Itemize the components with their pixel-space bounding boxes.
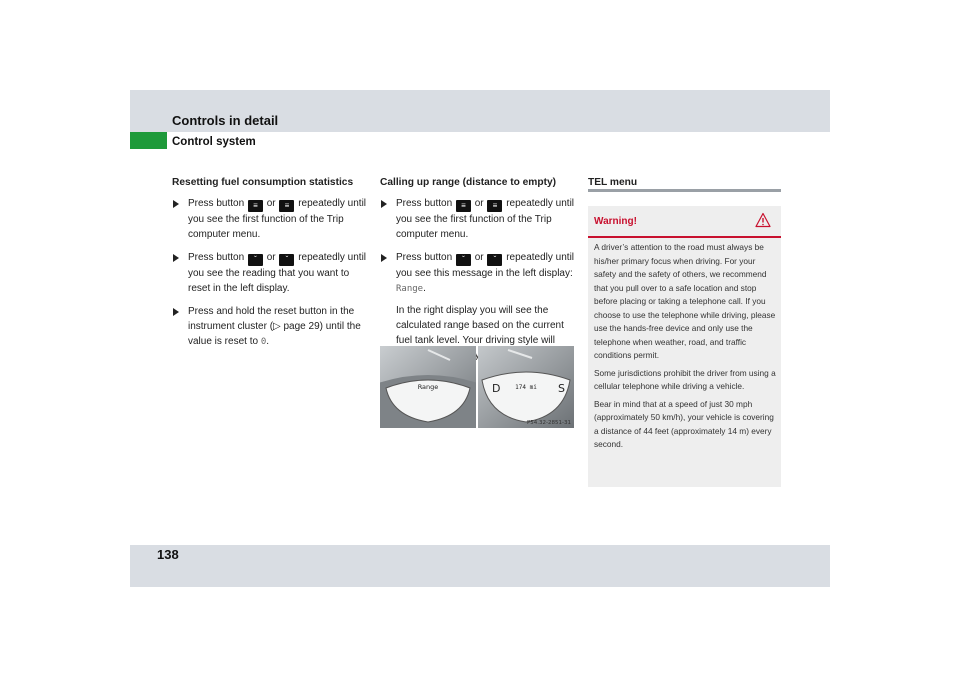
heading-range: Calling up range (distance to empty) — [380, 177, 557, 188]
bullet-triangle-icon — [381, 254, 387, 262]
column-reset-statistics — [172, 175, 368, 358]
chapter-title: Controls in detail — [172, 113, 279, 128]
right-display-image — [478, 346, 574, 428]
left-display-label: Range — [417, 383, 439, 391]
bullet-triangle-icon — [173, 200, 179, 208]
heading-reset-statistics: Resetting fuel consumption statistics — [172, 177, 354, 188]
step-text: or — [266, 198, 276, 209]
heading-tel-menu: TEL menu — [588, 177, 638, 188]
image-caption: P54.32-2851-31 — [526, 420, 571, 426]
step-1 — [380, 196, 576, 242]
menu-button-icon: ≡ — [487, 200, 502, 212]
range-value: 174 mi — [515, 384, 537, 391]
range-explanation: In the right display you will see the calculated range based on the current fuel tank level. Your driving style will — [396, 305, 564, 346]
step-text: repeatedly until you see the first function of the Trip computer menu. — [396, 198, 575, 240]
step-text: Press button — [396, 252, 453, 263]
warning-text — [594, 241, 777, 456]
gear-d-indicator: D — [492, 382, 501, 395]
step-text: repeatedly until you see the reading that you want to reset in the left display. — [188, 252, 367, 294]
menu-button-icon: ≡ — [279, 200, 294, 212]
bullet-triangle-icon — [173, 254, 179, 262]
warning-rule — [588, 236, 781, 238]
step-text: or — [266, 252, 276, 263]
step-text: repeatedly until you see the first function of the Trip computer menu. — [188, 198, 367, 240]
left-display-image — [380, 346, 476, 428]
scroll-down-button-icon: ˇ — [248, 254, 263, 266]
heading-rule — [588, 189, 781, 192]
gear-s-indicator: S — [558, 382, 565, 395]
step-text: or — [474, 198, 484, 209]
warning-paragraph: Bear in mind that at a speed of just 30 mph (approximately 50 km/h), your vehicle is covering a distance of 44 feet (approximately 14 m) every second. — [594, 398, 774, 449]
step-3 — [172, 304, 368, 350]
bullet-triangle-icon — [173, 308, 179, 316]
step-text: repeatedly until you see this message in the left display: — [396, 252, 575, 279]
scroll-down-button-icon: ˇ — [456, 254, 471, 266]
scroll-up-button-icon: ˇ — [279, 254, 294, 266]
step-text: . — [423, 283, 426, 294]
menu-button-icon: ≡ — [248, 200, 263, 212]
column-tel-menu — [588, 175, 781, 196]
step-text: Press button — [396, 198, 453, 209]
warning-paragraph: A driver’s attention to the road must always be his/her primary focus when driving. For your safety and the safety of others, we recommend that you pull over to a safe location and stop before placing or taking a telephone call. If you choose to use the telephone while driving, please use the hands-free device and only use the telephone when weather, road, and traffic conditions permit. — [594, 242, 776, 360]
step-text: Press button — [188, 198, 245, 209]
menu-button-icon: ≡ — [456, 200, 471, 212]
display-value: Range — [396, 284, 424, 294]
step-text: Press button — [188, 252, 245, 263]
section-tab-marker — [130, 132, 167, 149]
step-2 — [172, 250, 368, 296]
warning-box — [588, 206, 781, 487]
page-number: 138 — [157, 547, 179, 562]
warning-paragraph: Some jurisdictions prohibit the driver from using a cellular telephone while driving a vehicle. — [594, 367, 776, 391]
bullet-triangle-icon — [381, 200, 387, 208]
scroll-up-button-icon: ˇ — [487, 254, 502, 266]
display-value: 0 — [260, 337, 267, 347]
warning-title: Warning! — [594, 216, 637, 227]
step-1 — [172, 196, 368, 242]
step-text: . — [266, 336, 270, 347]
step-2 — [380, 250, 576, 297]
step-text: or — [474, 252, 484, 263]
step-text: Press and hold the reset button in the instrument cluster (▷ page 29) until the value is reset to — [188, 306, 361, 347]
warning-triangle-icon — [755, 212, 771, 228]
footer-band — [130, 545, 830, 587]
section-subtitle: Control system — [172, 136, 256, 148]
